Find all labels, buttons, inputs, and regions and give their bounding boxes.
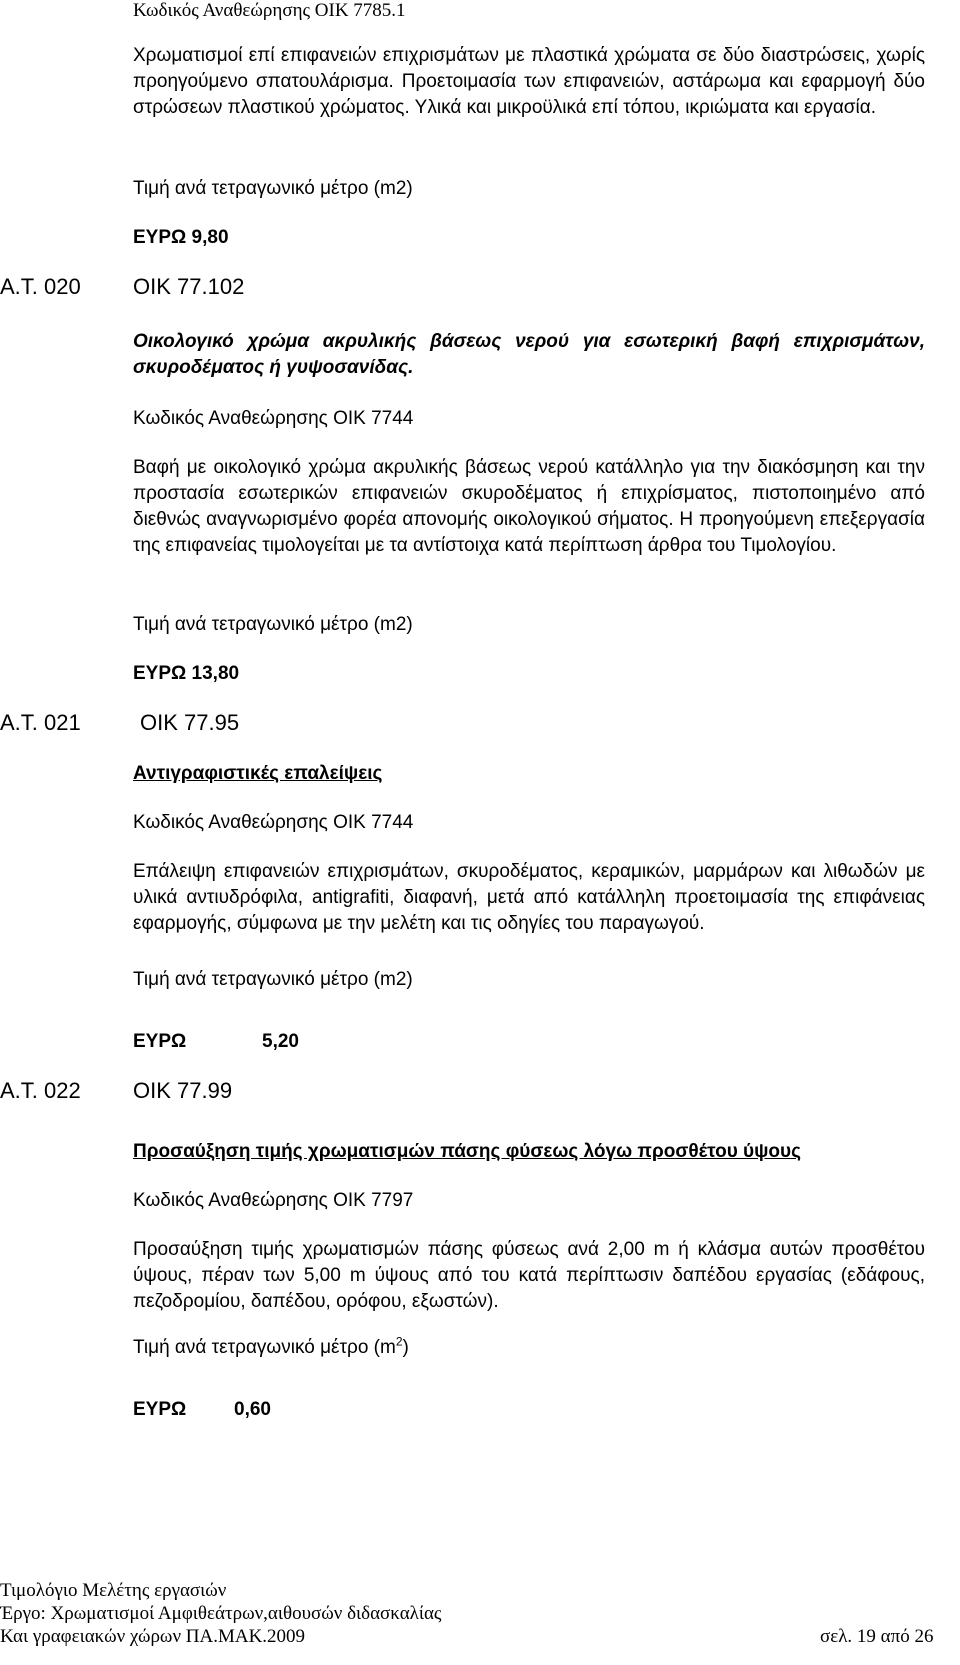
item-description: Βαφή με οικολογικό χρώμα ακρυλικής βάσεως νερού κατάλληλο για την διακόσμηση και την προστασία εσωτερικών επιφανειών σκυροδέματος ή επιχρίσματος, πιστοποιημένο από διεθνώς αναγνωρισμένο φορέα απονομής οικολογικού σήματος. Η προηγούμενη επεξεργασία της επιφανείας τιμολογείται με τα αντίστοιχα κατά περίπτωση άρθρα του Τιμολογίου. [133, 457, 925, 556]
item-description: Προσαύξηση τιμής χρωματισμών πάσης φύσεως ανά 2,00 m ή κλάσμα αυτών προσθέτου ύψους, πέραν των 5,00 m ύψους από του κατά περίπτωσιν δαπέδου εργασίας (εδάφους, πεζοδρομίου, δαπέδου, ορόφου, εξωστών). [133, 1239, 925, 1312]
item-title: Οικολογικό χρώμα ακρυλικής βάσεως νερού για εσωτερική βαφή επιχρισμάτων, σκυροδέματος ή γυψοσανίδας. [133, 331, 925, 378]
item-price-value: 0,60 [234, 1399, 271, 1420]
item-revision: Κωδικός Αναθεώρησης ΟΙΚ 7797 [133, 1190, 414, 1211]
footer-page-number: σελ. 19 από 26 [820, 1626, 934, 1647]
item-at-number: Α.Τ. 020 [0, 274, 81, 299]
item-unit: Τιμή ανά τετραγωνικό μέτρο (m2) [133, 969, 413, 990]
item-title: Αντιγραφιστικές επαλείψεις [133, 763, 383, 784]
item-price-currency: ΕΥΡΩ [133, 1031, 187, 1052]
intro-price: ΕΥΡΩ 9,80 [133, 227, 229, 248]
item-price: ΕΥΡΩ 13,80 [133, 663, 240, 684]
item-unit-suffix: ) [402, 1337, 409, 1358]
item-revision: Κωδικός Αναθεώρησης ΟΙΚ 7744 [133, 408, 414, 429]
item-revision: Κωδικός Αναθεώρησης ΟΙΚ 7744 [133, 812, 414, 833]
item-unit-prefix: Τιμή ανά τετραγωνικό μέτρο (m [133, 1337, 396, 1358]
footer-title: Τιμολόγιο Μελέτης εργασιών [0, 1580, 227, 1601]
item-unit-superscript: 2 [395, 1334, 403, 1349]
item-unit: Τιμή ανά τετραγωνικό μέτρο (m2) [133, 614, 413, 635]
item-code: ΟΙΚ 77.95 [140, 710, 240, 735]
item-code: ΟΙΚ 77.99 [133, 1078, 233, 1103]
header-revision-code: Κωδικός Αναθεώρησης ΟΙΚ 7785.1 [133, 0, 406, 21]
intro-description: Χρωματισμοί επί επιφανειών επιχρισμάτων με πλαστικά χρώματα σε δύο διαστρώσεις, χωρίς προηγούμενο σπατουλάρισμα. Προετοιμασία των επιφανειών, αστάρωμα και εφαρμογή δύο στρώσεων πλαστικού χρώματος. Υλικά και μικροϋλικά επί τόπου, ικριώματα και εργασία. [133, 45, 925, 118]
item-unit [133, 1335, 409, 1361]
item-code: ΟΙΚ 77.102 [133, 274, 245, 299]
item-title: Προσαύξηση τιμής χρωματισμών πάσης φύσεως λόγω προσθέτου ύψους [133, 1141, 801, 1162]
item-price-value: 5,20 [262, 1031, 299, 1052]
item-at-number: Α.Τ. 022 [0, 1078, 81, 1103]
item-description: Επάλειψη επιφανειών επιχρισμάτων, σκυροδέματος, κεραμικών, μαρμάρων και λιθωδών με υλικά αντιυδρόφιλα, antigrafiti, διαφανή, μετά από κατάλληλη προετοιμασία της επιφάνειας εφαρμογής, σύμφωνα με την μελέτη και τις οδηγίες του παραγωγού. [133, 861, 925, 934]
footer-project: Έργο: Χρωματισμοί Αμφιθεάτρων,αιθουσών διδασκαλίας [0, 1603, 442, 1624]
intro-unit: Τιμή ανά τετραγωνικό μέτρο (m2) [133, 178, 413, 199]
item-price-currency: ΕΥΡΩ [133, 1399, 187, 1420]
footer-location: Και γραφειακών χώρων ΠΑ.ΜΑΚ.2009 [0, 1626, 306, 1647]
item-at-number: Α.Τ. 021 [0, 710, 81, 735]
